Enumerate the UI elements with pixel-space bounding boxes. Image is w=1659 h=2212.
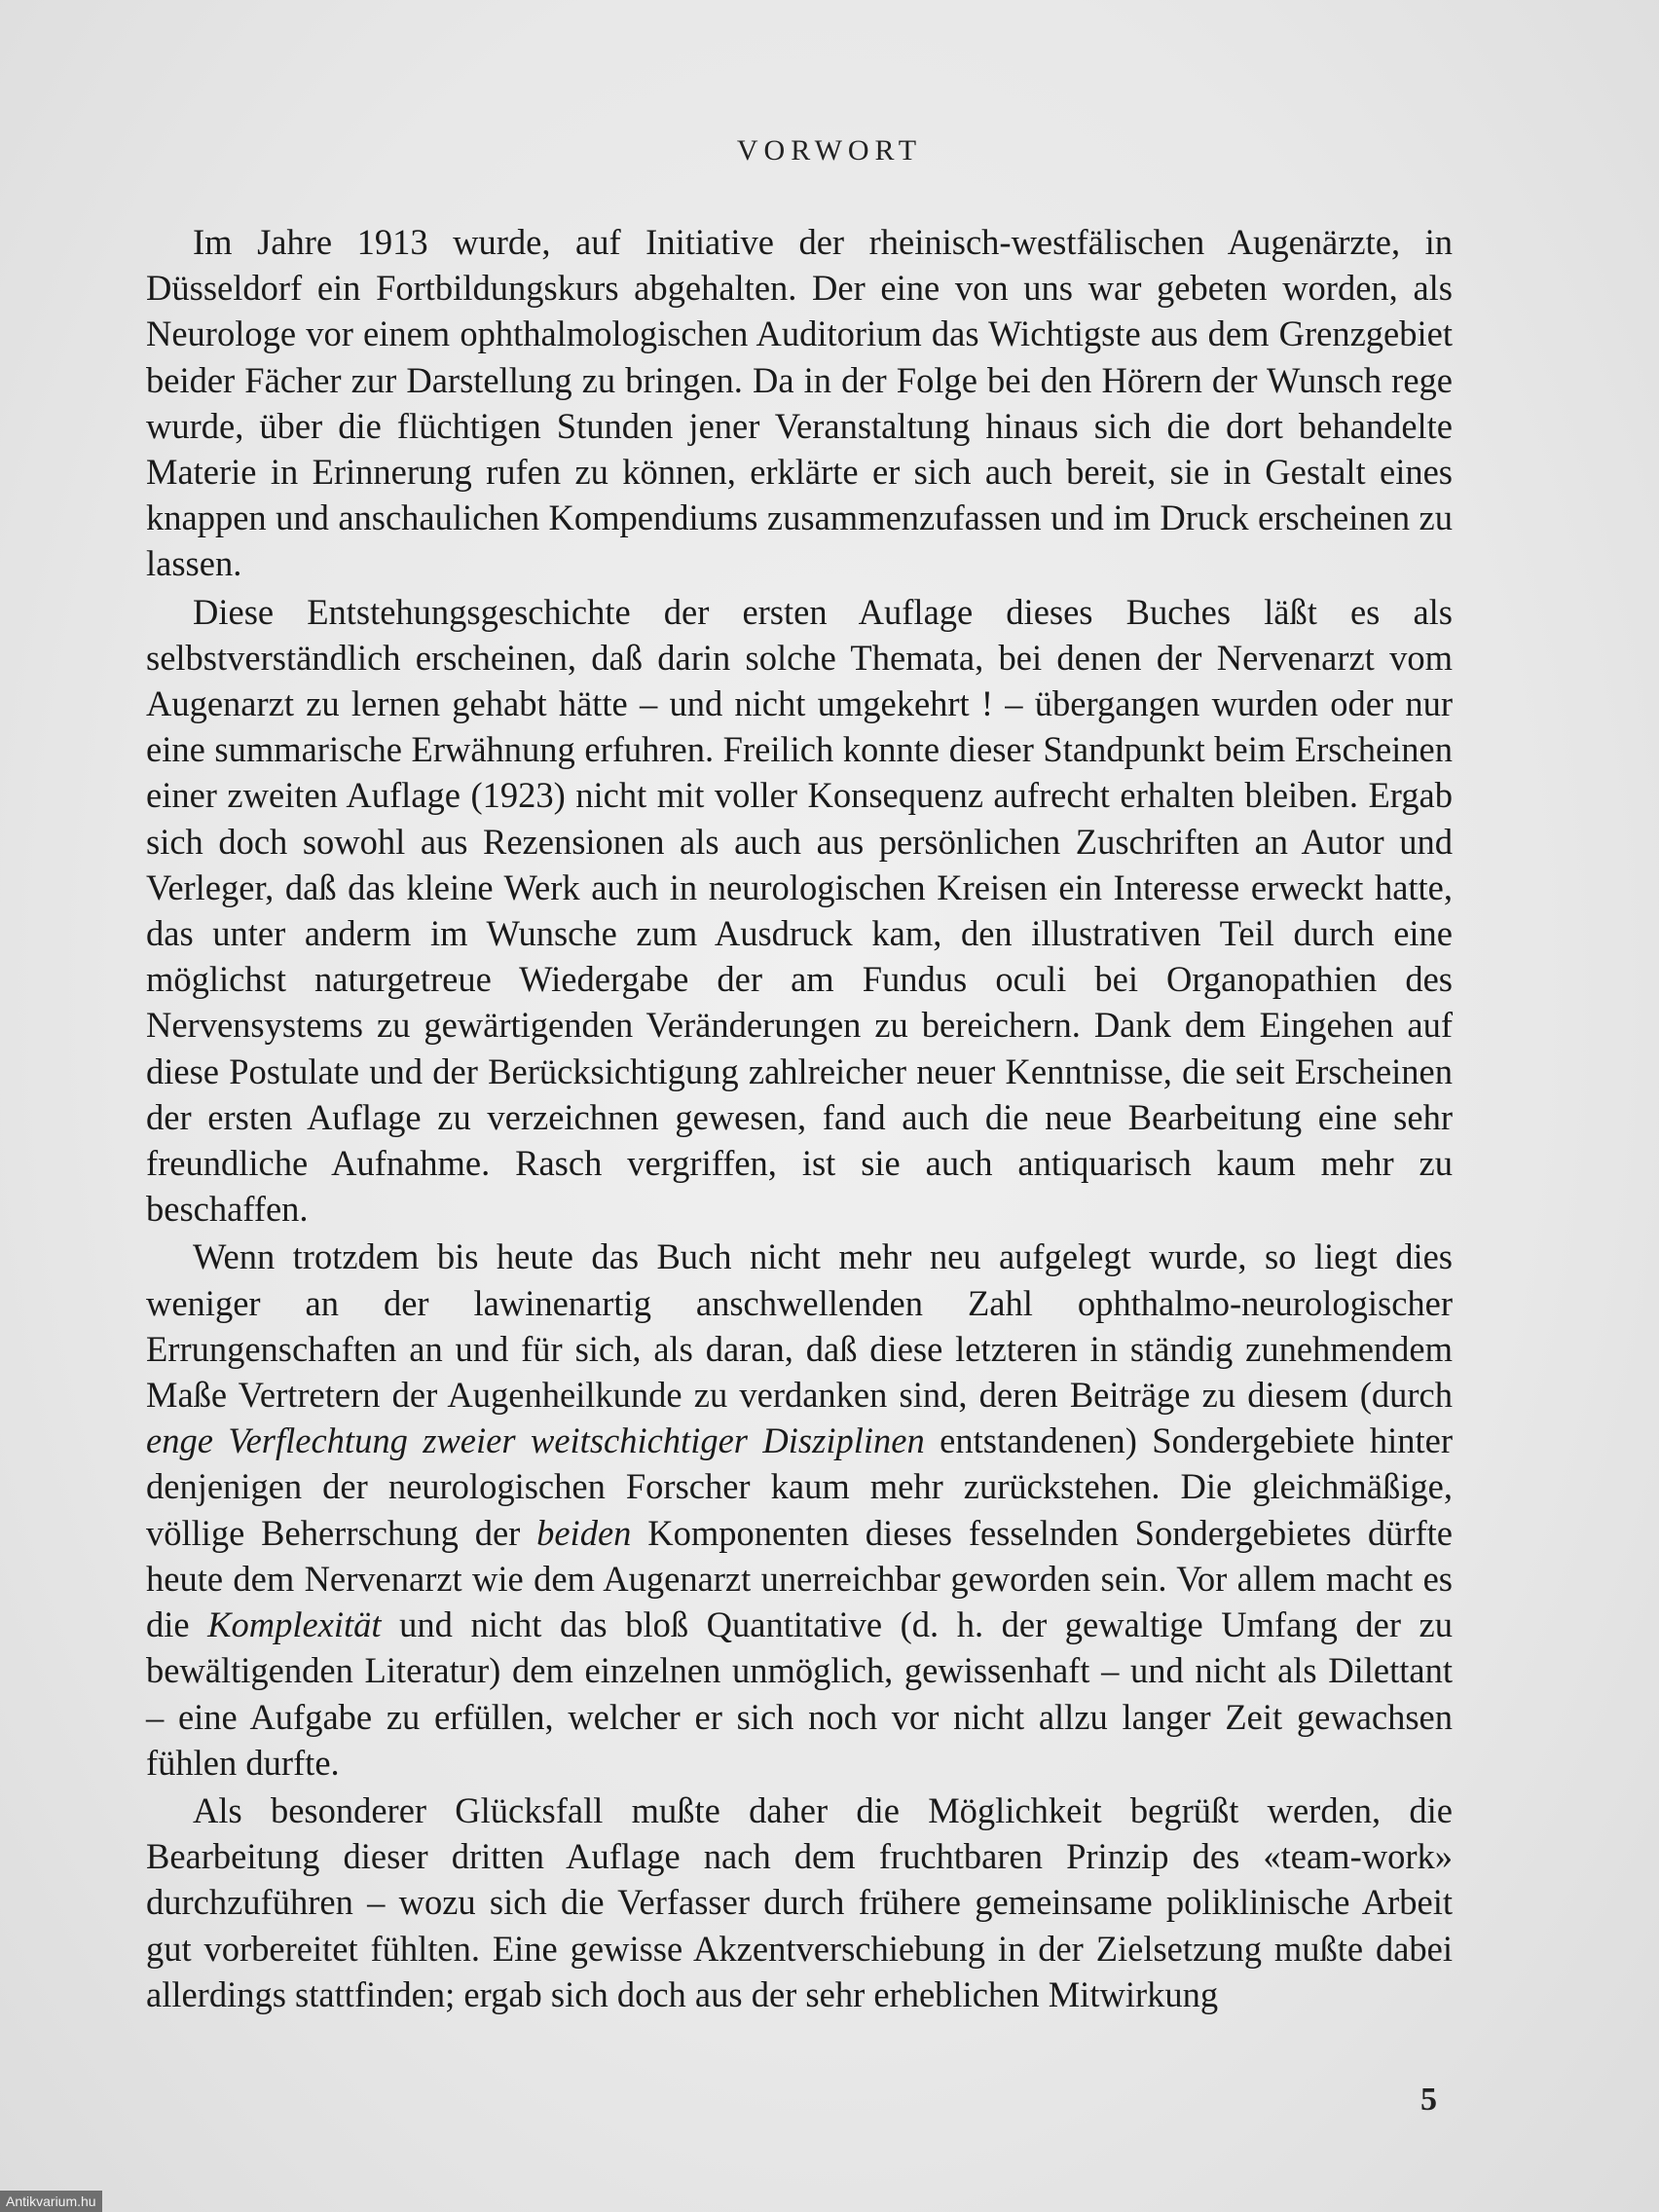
text-run: Komponenten dieses fesselnden Sondergebietes dürfte heute dem Nervenarzt wie dem Augenarzt unerreichbar geworden sein. Vor allem macht es die — [146, 1512, 1453, 1645]
paragraph — [146, 1788, 1453, 2017]
text-run: Im Jahre 1913 wurde, auf Initiative der rheinisch-westfälischen Augenärzte, in Düsseldorf ein Fortbildungskurs abgehalten. Der eine von uns war gebeten worden, als Neurologe vor einem ophthalmologischen Auditorium das Wichtigste aus dem Grenzgebiet beider Fächer zur Darstellung zu bringen. Da in der Folge bei den Hörern der Wunsch rege wurde, über die flüchtigen Stunden jener Veranstaltung hinaus sich die dort behandelte Materie in Erinnerung rufen zu können, erklärte er sich auch bereit, sie in Gestalt eines knappen und anschaulichen Kompendiums zusammenzufassen und im Druck erscheinen zu lassen. — [146, 222, 1453, 584]
text-run: Wenn trotzdem bis heute das Buch nicht mehr neu aufgelegt wurde, so liegt dies weniger an der lawinenartig anschwellenden Zahl ophthalmo-neurologischer Errungenschaften an und für sich, als daran, daß diese letzteren in ständig zunehmendem Maße Vertretern der Augenheilkunde zu verdanken sind, deren Beiträge zu diesem (durch — [146, 1236, 1453, 1416]
paragraph — [146, 1234, 1453, 1785]
emphasized-text: Komplexität — [207, 1604, 382, 1645]
emphasized-text: beiden — [536, 1512, 632, 1553]
text-run: und nicht das bloß Quantitative (d. h. der gewaltige Umfang der zu bewältigenden Literatur) dem einzelnen unmöglich, gewissenhaft – und nicht als Dilettant – eine Aufgabe zu erfüllen, welcher er sich noch vor nicht allzu langer Zeit gewachsen fühlen durfte. — [146, 1604, 1454, 1783]
page-number: 5 — [1420, 2082, 1437, 2118]
text-run: entstandenen) Sondergebiete hinter denjenigen der neurologischen Forscher kaum mehr zurückstehen. Die gleichmäßige, völlige Beherrschung der — [146, 1420, 1453, 1553]
text-run: Diese Entstehungsgeschichte der ersten Auflage dieses Buches läßt es als selbstverständlich erscheinen, daß darin solche Themata, bei denen der Nervenarzt vom Augenarzt zu lernen gehabt hätte – und nicht umgekehrt ! – übergangen wurden oder nur eine summarische Erwähnung erfuhren. Freilich konnte dieser Standpunkt beim Erscheinen einer zweiten Auflage (1923) nicht mit voller Konsequenz aufrecht erhalten bleiben. Ergab sich doch sowohl aus Rezensionen als auch aus persönlichen Zuschriften an Autor und Verleger, daß das kleine Werk auch in neurologischen Kreisen ein Interesse erweckt hatte, das unter anderm im Wunsche zum Ausdruck kam, den illustrativen Teil durch eine möglichst naturgetreue Wiedergabe der am Fundus oculi bei Organopathien des Nervensystems zu gewärtigenden Veränderungen zu bereichern. Dank dem Eingehen auf diese Postulate und der Berücksichtigung zahlreicher neuer Kenntnisse, die seit Erscheinen der ersten Auflage zu verzeichnen gewesen, fand auch die neue Bearbeitung eine sehr freundliche Aufnahme. Rasch vergriffen, ist sie auch antiquarisch kaum mehr zu beschaffen. — [146, 591, 1453, 1230]
emphasized-text: enge Verflechtung zweier weitschichtiger Disziplinen — [146, 1420, 925, 1461]
text-run: Als besonderer Glücksfall mußte daher die Möglichkeit begrüßt werden, die Bearbeitung dieser dritten Auflage nach dem fruchtbaren Prinzip des «team-work» durchzuführen – wozu sich die Verfasser durch frühere gemeinsame poliklinische Arbeit gut vorbereitet fühlten. Eine gewisse Akzentverschiebung in der Zielsetzung mußte dabei allerdings stattfinden; ergab sich doch aus der sehr erheblichen Mitwirkung — [146, 1789, 1453, 2014]
page-heading: VORWORT — [736, 134, 923, 166]
foreword-body — [146, 219, 1453, 2017]
paragraph — [146, 589, 1453, 1233]
watermark-label: Antikvarium.hu — [0, 2191, 102, 2212]
paragraph — [146, 219, 1453, 587]
